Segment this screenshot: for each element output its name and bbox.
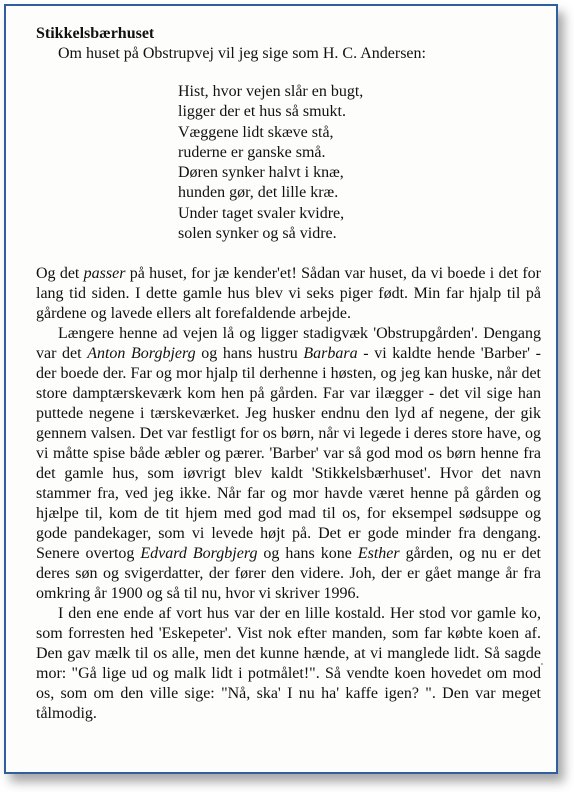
poem-line: hunden gør, det lille kræ. [178,184,339,202]
text-run: og hans kone [257,545,358,563]
speck [541,663,543,665]
paragraph-3: I den ene ende af vort hus var der en lille kostald. Her stod vor gamle ko, som forresten hed 'Eskepeter'. Vist nok efter manden, som far købte koen af. Den gav mælk til os alle, men det kunne hænde, at vi manglede lidt. Så sagde mor: "Gå lige ud og malk lidt i potmålet!". Så vendte koen hovedet om mod os, som om den ville sige: "Nå, ska' I nu ha' kaffe igen? ". Den var meget tålmodig. [36,605,541,723]
document-body [36,24,541,724]
text-run: - vi kaldte hende 'Barber' - der boede der. Far og mor hjalp til derhenne i høsten, og jeg kan huske, når det store damptærskeværk kom hen på gården. Far var ilægger - det vil sige han puttede negene i tærskeværket. Jeg husker endnu den lyd af negene, der gik gennem valsen. Det var festligt for os børn, når vi legede i deres store have, og vi måtte spise både æbler og pærer. 'Barber' var så god mod os børn henne fra det gamle hus, som iøvrigt blev kaldt 'Stikkelsbærhuset'. Hvor det navn stammer fra, ved jeg ikke. Når far og mor havde været henne på gården og hjælpe til, kom de tit hjem med god mad til os, for eksempel sødsuppe og gode pandekager, som vi levede højt på. Det er gode minder fra dengang. Senere overtog [36,345,541,563]
document-title: Stikkelsbærhuset [36,25,155,42]
poem-line: ruderne er ganske små. [178,143,326,161]
poem [178,82,541,244]
text-run: Længere henne ad vejen lå og ligger stadigvæk 'Obstrupgården'. Dengang var det [36,325,541,363]
text-run: gården, og nu er det deres søn og svigerdatter, der fører den videre. Joh, der er gået mange år fra omkring år 1900 og så til nu, hvor vi skriver 1996. [36,545,542,603]
document-frame [4,4,558,774]
paragraph-1 [36,264,541,324]
poem-line: solen synker og så vidre. [178,225,337,243]
poem-line: Væggene lidt skæve stå, [178,123,334,141]
emphasis: Esther [357,545,400,563]
emphasis: Edvard Borgbjerg [140,545,258,563]
emphasis: passer [83,265,126,283]
paragraph-2 [36,324,541,604]
poem-line: Døren synker halvt i knæ, [178,164,344,182]
poem-line: Hist, hvor vejen slår en bugt, [178,83,364,100]
poem-line: Under taget svaler kvidre, [178,204,345,222]
emphasis: Anton Borgbjerg [87,345,196,363]
poem-line: ligger der et hus så smukt. [178,103,346,121]
text-run: på huset, for jæ kender'et! Sådan var huset, da vi boede i det for lang tid siden. I dette gamle hus blev vi seks piger født. Min far hjalp til på gårdene og lavede ellers alt forefaldende arbejde. [36,265,542,323]
text-run: og hans hustru [195,345,304,363]
intro-line: Om huset på Obstrupvej vil jeg sige som H. C. Andersen: [58,45,426,62]
emphasis: Barbara [303,345,358,363]
text-run: Og det [36,265,84,283]
